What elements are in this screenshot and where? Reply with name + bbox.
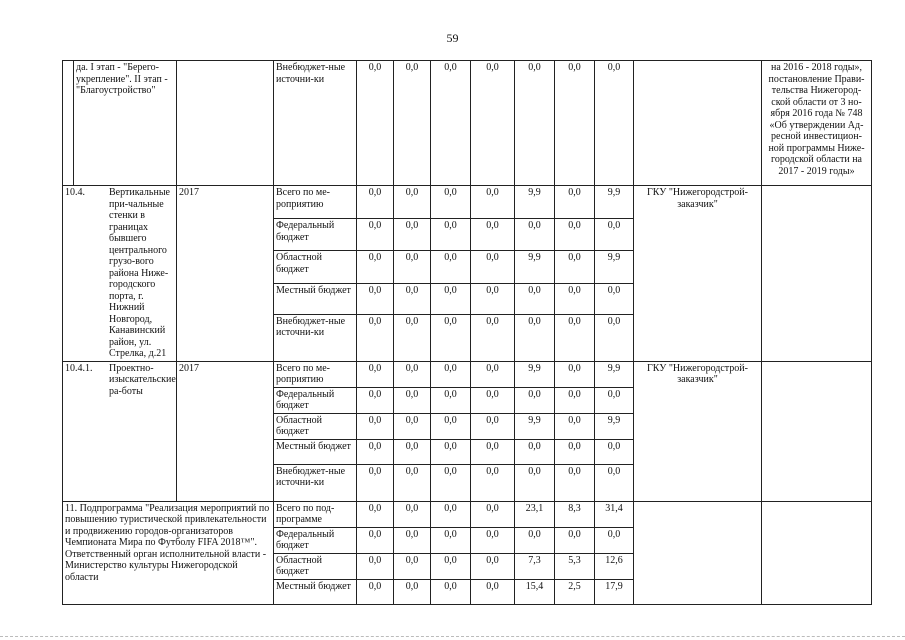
value-cell: 5,3 <box>555 553 595 579</box>
code-label: 10.4.1. <box>65 362 93 374</box>
code-cell <box>63 61 74 186</box>
value-cell: 0,0 <box>555 219 595 251</box>
value-cell: 0,0 <box>357 501 394 527</box>
value-cell: 0,0 <box>471 283 515 314</box>
value-cell: 0,0 <box>471 61 515 186</box>
source-label: Областной бюджет <box>274 251 357 283</box>
value-cell: 0,0 <box>555 439 595 464</box>
value-cell: 0,0 <box>431 464 471 501</box>
value-cell: 0,0 <box>357 361 394 387</box>
value-cell: 9,9 <box>515 413 555 439</box>
event-name-text: Вертикальные при-чальные стенки в границах бывшего центрального грузо-вого района Ниже-городского порта, г. Нижний Новгород, Канавинский район, ул. Стрелка, д.21 <box>109 187 170 359</box>
source-label: Внебюджет-ные источни-ки <box>274 61 357 186</box>
value-cell: 0,0 <box>555 186 595 219</box>
value-cell: 0,0 <box>431 553 471 579</box>
source-label: Всего по под-программе <box>274 501 357 527</box>
event-name-text: Проектно-изыскательские ра-боты <box>109 362 176 397</box>
year-cell: 2017 <box>177 361 274 501</box>
value-cell: 0,0 <box>515 387 555 413</box>
value-cell: 0,0 <box>357 251 394 283</box>
table-row <box>63 186 872 219</box>
value-cell: 0,0 <box>471 186 515 219</box>
source-label: Внебюджет-ные источни-ки <box>274 464 357 501</box>
value-cell: 0,0 <box>471 553 515 579</box>
executor-cell: ГКУ "Нижегородстрой-заказчик" <box>634 186 762 362</box>
value-cell: 0,0 <box>431 283 471 314</box>
value-cell: 0,0 <box>431 527 471 553</box>
value-cell: 0,0 <box>555 61 595 186</box>
executor-cell: ГКУ "Нижегородстрой-заказчик" <box>634 361 762 501</box>
value-cell: 0,0 <box>357 219 394 251</box>
value-cell: 0,0 <box>431 439 471 464</box>
year-cell <box>177 61 274 186</box>
value-cell: 0,0 <box>357 579 394 604</box>
value-cell: 0,0 <box>431 579 471 604</box>
value-cell: 9,9 <box>595 251 634 283</box>
value-cell: 0,0 <box>394 387 431 413</box>
source-label: Местный бюджет <box>274 283 357 314</box>
value-cell: 0,0 <box>394 501 431 527</box>
source-label: Федеральный бюджет <box>274 219 357 251</box>
value-cell: 9,9 <box>595 413 634 439</box>
value-cell: 0,0 <box>357 387 394 413</box>
value-cell: 0,0 <box>595 527 634 553</box>
value-cell: 0,0 <box>357 314 394 361</box>
value-cell: 7,3 <box>515 553 555 579</box>
event-name-cell: да. I этап - "Берего-укрепление". II этап - "Благоустройство" <box>74 61 177 186</box>
value-cell: 9,9 <box>595 361 634 387</box>
event-name-cell <box>63 361 177 501</box>
basis-cell <box>762 186 872 362</box>
value-cell: 0,0 <box>394 283 431 314</box>
source-label: Местный бюджет <box>274 439 357 464</box>
value-cell: 0,0 <box>595 219 634 251</box>
source-label: Местный бюджет <box>274 579 357 604</box>
value-cell: 0,0 <box>555 464 595 501</box>
value-cell: 0,0 <box>595 314 634 361</box>
value-cell: 0,0 <box>515 527 555 553</box>
value-cell: 0,0 <box>394 186 431 219</box>
value-cell: 0,0 <box>555 283 595 314</box>
value-cell: 0,0 <box>357 553 394 579</box>
source-label: Внебюджет-ные источни-ки <box>274 314 357 361</box>
year-cell: 2017 <box>177 186 274 362</box>
value-cell: 0,0 <box>555 314 595 361</box>
value-cell: 0,0 <box>471 501 515 527</box>
value-cell: 0,0 <box>357 283 394 314</box>
value-cell: 0,0 <box>595 387 634 413</box>
code-label: 10.4. <box>65 187 85 198</box>
value-cell: 0,0 <box>431 413 471 439</box>
value-cell: 0,0 <box>431 387 471 413</box>
value-cell: 0,0 <box>431 501 471 527</box>
value-cell: 0,0 <box>394 439 431 464</box>
page-edge-divider <box>0 636 905 638</box>
value-cell: 0,0 <box>357 464 394 501</box>
value-cell: 0,0 <box>515 283 555 314</box>
source-label: Федеральный бюджет <box>274 527 357 553</box>
value-cell: 0,0 <box>555 413 595 439</box>
value-cell: 12,6 <box>595 553 634 579</box>
table-row <box>63 61 872 186</box>
value-cell: 8,3 <box>555 501 595 527</box>
value-cell: 0,0 <box>357 439 394 464</box>
value-cell: 0,0 <box>515 61 555 186</box>
value-cell: 0,0 <box>394 579 431 604</box>
value-cell: 0,0 <box>471 413 515 439</box>
value-cell: 0,0 <box>595 61 634 186</box>
value-cell: 0,0 <box>394 314 431 361</box>
value-cell: 0,0 <box>357 413 394 439</box>
value-cell: 0,0 <box>595 464 634 501</box>
value-cell: 9,9 <box>515 361 555 387</box>
value-cell: 0,0 <box>431 251 471 283</box>
value-cell: 0,0 <box>471 314 515 361</box>
value-cell: 0,0 <box>471 387 515 413</box>
value-cell: 0,0 <box>394 464 431 501</box>
basis-cell <box>762 361 872 501</box>
value-cell: 0,0 <box>394 219 431 251</box>
value-cell: 0,0 <box>471 251 515 283</box>
source-label: Всего по ме-роприятию <box>274 186 357 219</box>
source-label: Областной бюджет <box>274 553 357 579</box>
value-cell: 0,0 <box>471 527 515 553</box>
value-cell: 0,0 <box>431 314 471 361</box>
value-cell: 0,0 <box>555 361 595 387</box>
value-cell: 0,0 <box>555 251 595 283</box>
basis-cell <box>762 501 872 604</box>
value-cell: 0,0 <box>515 464 555 501</box>
value-cell: 0,0 <box>471 219 515 251</box>
value-cell: 0,0 <box>555 387 595 413</box>
source-label: Всего по ме-роприятию <box>274 361 357 387</box>
value-cell: 0,0 <box>595 439 634 464</box>
value-cell: 0,0 <box>515 314 555 361</box>
value-cell: 9,9 <box>595 186 634 219</box>
executor-cell <box>634 501 762 604</box>
value-cell: 0,0 <box>394 61 431 186</box>
value-cell: 0,0 <box>394 413 431 439</box>
value-cell: 23,1 <box>515 501 555 527</box>
value-cell: 0,0 <box>431 61 471 186</box>
source-label: Областной бюджет <box>274 413 357 439</box>
value-cell: 0,0 <box>431 186 471 219</box>
value-cell: 0,0 <box>595 283 634 314</box>
value-cell: 0,0 <box>515 439 555 464</box>
table-row <box>63 501 872 527</box>
value-cell: 0,0 <box>357 61 394 186</box>
value-cell: 0,0 <box>431 219 471 251</box>
value-cell: 0,0 <box>555 527 595 553</box>
value-cell: 15,4 <box>515 579 555 604</box>
value-cell: 0,0 <box>471 464 515 501</box>
value-cell: 0,0 <box>471 579 515 604</box>
value-cell: 17,9 <box>595 579 634 604</box>
source-label: Федеральный бюджет <box>274 387 357 413</box>
table-row <box>63 361 872 387</box>
value-cell: 0,0 <box>471 361 515 387</box>
value-cell: 2,5 <box>555 579 595 604</box>
value-cell: 0,0 <box>394 251 431 283</box>
executor-cell <box>634 61 762 186</box>
value-cell: 0,0 <box>357 186 394 219</box>
program-table <box>62 60 872 605</box>
value-cell: 0,0 <box>394 361 431 387</box>
value-cell: 9,9 <box>515 251 555 283</box>
value-cell: 0,0 <box>431 361 471 387</box>
value-cell: 31,4 <box>595 501 634 527</box>
page-number: 59 <box>446 31 459 45</box>
value-cell: 0,0 <box>357 527 394 553</box>
value-cell: 0,0 <box>394 553 431 579</box>
subprogram-title-cell: 11. Подпрограмма "Реализация мероприятий по повышению туристической привлекательности и продвижению городов-организаторов Чемпионата Мира по Футболу FIFA 2018™". Ответственный орган исполнительной власти - Министерство культуры Нижегородской области <box>63 501 274 604</box>
value-cell: 0,0 <box>471 439 515 464</box>
value-cell: 9,9 <box>515 186 555 219</box>
basis-cell: на 2016 - 2018 годы», постановление Прави-тельства Нижегород-ской области от 3 но-ября 2016 года № 748 «Об утверждении Ад-ресной инвестицион-ной программы Ниже-городской области на 2017 - 2019 годы» <box>762 61 872 186</box>
event-name-cell <box>63 186 177 362</box>
value-cell: 0,0 <box>515 219 555 251</box>
value-cell: 0,0 <box>394 527 431 553</box>
